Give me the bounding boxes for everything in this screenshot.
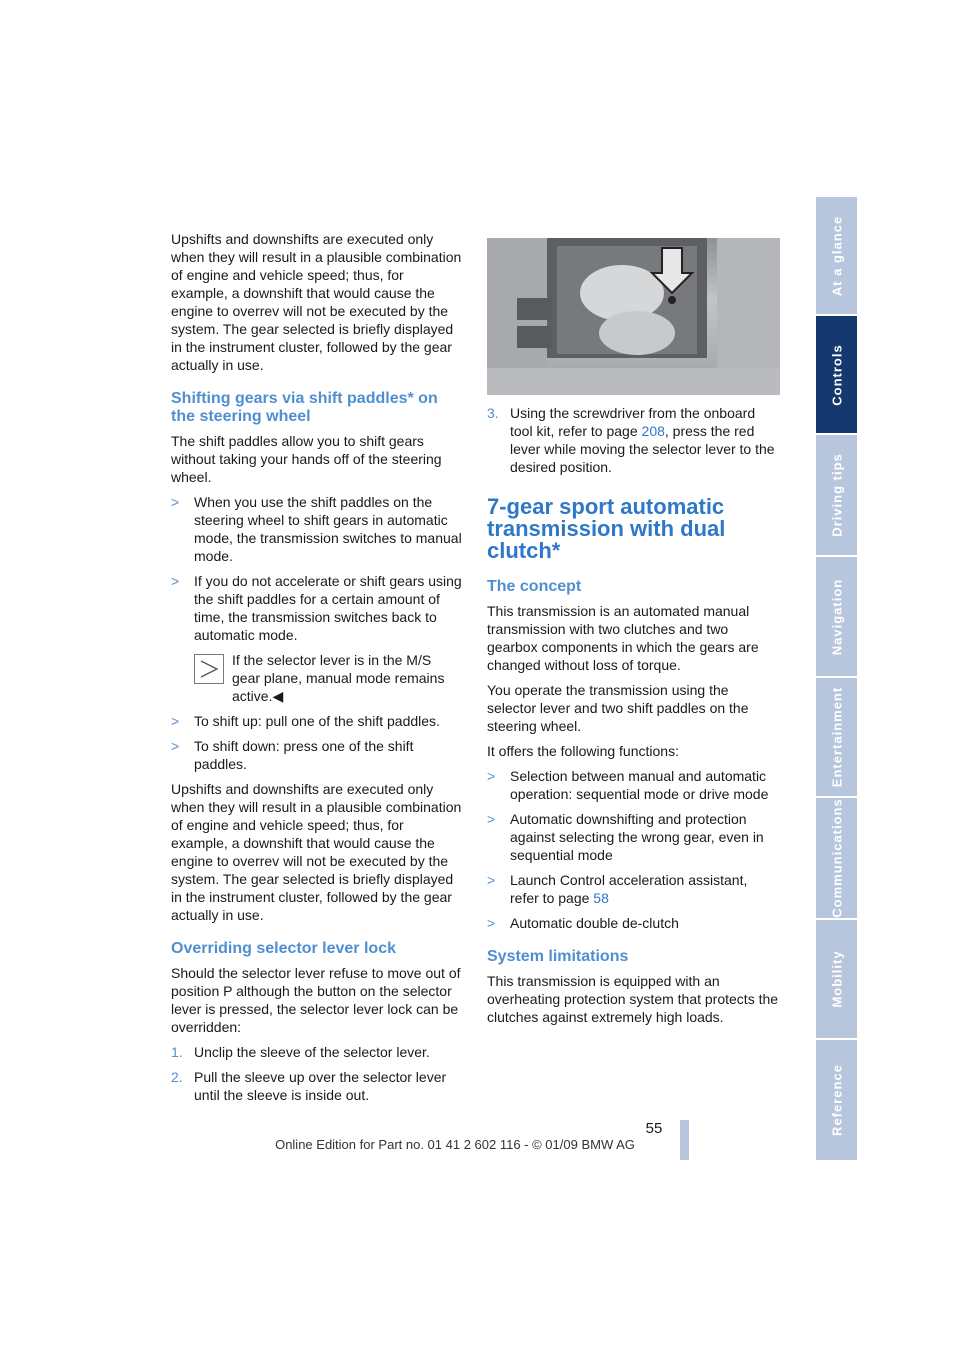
list-item bbox=[171, 493, 463, 565]
list-item-text: Automatic downshifting and protection against selecting the wrong gear, even in sequential mode bbox=[510, 811, 764, 863]
tab-entertainment[interactable] bbox=[816, 678, 857, 796]
heading-system-limitations: System limitations bbox=[487, 948, 629, 965]
step-number: 1. bbox=[171, 1044, 183, 1060]
list-item-text: To shift down: press one of the shift paddles. bbox=[194, 738, 414, 772]
paragraph-shift-paddles: The shift paddles allow you to shift gears without taking your hands off of the steering wheel. bbox=[171, 433, 442, 485]
chapter-tabs bbox=[816, 197, 857, 1160]
tab-reference[interactable] bbox=[816, 1040, 857, 1160]
tab-label: Mobility bbox=[829, 950, 844, 1008]
tab-label: Communications bbox=[829, 798, 844, 918]
bullet-marker: > bbox=[487, 811, 496, 827]
heading-concept: The concept bbox=[487, 578, 582, 595]
list-item-text: Automatic double de-clutch bbox=[510, 915, 679, 931]
list-item bbox=[171, 712, 463, 730]
list-item bbox=[487, 914, 779, 932]
list-item bbox=[171, 572, 463, 644]
tab-navigation[interactable] bbox=[816, 557, 857, 676]
heading-override-lock: Overriding selector lever lock bbox=[171, 940, 396, 957]
step-text: Pull the sleeve up over the selector lever until the sleeve is inside out. bbox=[194, 1069, 447, 1103]
list-item-text: Selection between manual and automatic operation: sequential mode or drive mode bbox=[510, 768, 769, 802]
tab-communications[interactable] bbox=[816, 798, 857, 918]
note-block bbox=[194, 651, 463, 705]
page-link-208[interactable]: 208 bbox=[641, 423, 665, 439]
bullet-marker: > bbox=[487, 915, 496, 931]
list-item bbox=[487, 871, 779, 907]
step-number: 3. bbox=[487, 405, 499, 421]
tab-at-a-glance[interactable] bbox=[816, 197, 857, 314]
bullet-marker: > bbox=[487, 872, 496, 888]
heading-7-gear: 7-gear sport automatic transmission with dual clutch* bbox=[487, 494, 726, 563]
paddle-list bbox=[171, 493, 463, 644]
list-item bbox=[487, 810, 779, 864]
paragraph-system-limitations: This transmission is equipped with an overheating protection system that protects the clutches against extremely high loads. bbox=[487, 973, 779, 1025]
page-link-58[interactable]: 58 bbox=[593, 890, 609, 906]
list-item-text: To shift up: pull one of the shift paddles. bbox=[194, 713, 440, 729]
paragraph-upshifts: Upshifts and downshifts are executed only when they will result in a plausible combination of engine and vehicle speed; thus, for example, a downshift that would cause the engine to overrev will not be executed by the system. The gear selected is briefly displayed in the instrument cluster, followed by the gear actually in use. bbox=[171, 231, 462, 373]
list-item-text: If you do not accelerate or shift gears using the shift paddles for a certain amount of time, the transmission switches back to automatic mode. bbox=[194, 573, 462, 643]
page-number: 55 bbox=[645, 1120, 663, 1137]
override-steps bbox=[171, 1043, 463, 1104]
tab-mobility[interactable] bbox=[816, 920, 857, 1038]
paragraph-concept-1: This transmission is an automated manual transmission with two clutches and two gearbox components in which the gears are changed without loss of torque. bbox=[487, 603, 759, 673]
note-text: If the selector lever is in the M/S gear plane, manual mode remains active. bbox=[232, 652, 445, 704]
list-item bbox=[171, 737, 463, 773]
paragraph-upshifts-repeat: Upshifts and downshifts are executed only when they will result in a plausible combination of engine and vehicle speed; thus, for example, a downshift that would cause the engine to overrev will not be executed by the system. The gear selected is briefly displayed in the instrument cluster, followed by the gear actually in use. bbox=[171, 781, 462, 923]
footer-bar bbox=[680, 1120, 689, 1160]
footer-edition-text: Online Edition for Part no. 01 41 2 602 116 - © 01/09 BMW AG bbox=[275, 1137, 635, 1152]
step-text: Using the screwdriver from the onboard tool kit, refer to page bbox=[510, 405, 756, 439]
tab-label: Reference bbox=[829, 1064, 844, 1136]
list-item bbox=[487, 767, 779, 803]
tab-label: Navigation bbox=[829, 578, 844, 655]
list-item bbox=[171, 1043, 463, 1061]
function-list bbox=[487, 767, 779, 932]
list-item bbox=[171, 1068, 463, 1104]
end-marker: ◀ bbox=[272, 688, 284, 704]
tab-label: Entertainment bbox=[829, 686, 844, 788]
selector-lever-photo bbox=[487, 238, 780, 395]
bullet-marker: > bbox=[487, 768, 496, 784]
list-item-text: When you use the shift paddles on the steering wheel to shift gears in automatic mode, the transmission switches to manual mode. bbox=[194, 494, 462, 564]
paragraph-concept-2: You operate the transmission using the selector lever and two shift paddles on the steering wheel. bbox=[487, 682, 749, 734]
step-text-end: , press the red lever while moving the selector lever to the desired position. bbox=[510, 423, 775, 475]
bullet-marker: > bbox=[171, 573, 180, 589]
tab-driving-tips[interactable] bbox=[816, 435, 857, 555]
right-column bbox=[487, 404, 779, 1033]
list-item-text: Launch Control acceleration assistant, refer to page bbox=[510, 872, 748, 906]
shift-list bbox=[171, 712, 463, 773]
bullet-marker: > bbox=[171, 713, 180, 729]
tab-controls[interactable] bbox=[816, 316, 857, 433]
bullet-marker: > bbox=[171, 494, 180, 510]
left-column bbox=[171, 230, 463, 1111]
tab-label: Controls bbox=[829, 343, 844, 406]
step-text: Unclip the sleeve of the selector lever. bbox=[194, 1044, 430, 1060]
paragraph-concept-3: It offers the following functions: bbox=[487, 743, 679, 759]
step-number: 2. bbox=[171, 1069, 183, 1085]
paragraph-override-lock: Should the selector lever refuse to move out of position P although the button on the selector lever is pressed, the selector lever lock can be overridden: bbox=[171, 965, 461, 1035]
bullet-marker: > bbox=[171, 738, 180, 754]
heading-shift-paddles: Shifting gears via shift paddles* on the steering wheel bbox=[171, 390, 438, 425]
tab-label: At a glance bbox=[829, 215, 844, 296]
list-item bbox=[487, 404, 779, 476]
override-steps-continued bbox=[487, 404, 779, 476]
tab-label: Driving tips bbox=[829, 453, 844, 537]
note-icon bbox=[194, 654, 224, 684]
